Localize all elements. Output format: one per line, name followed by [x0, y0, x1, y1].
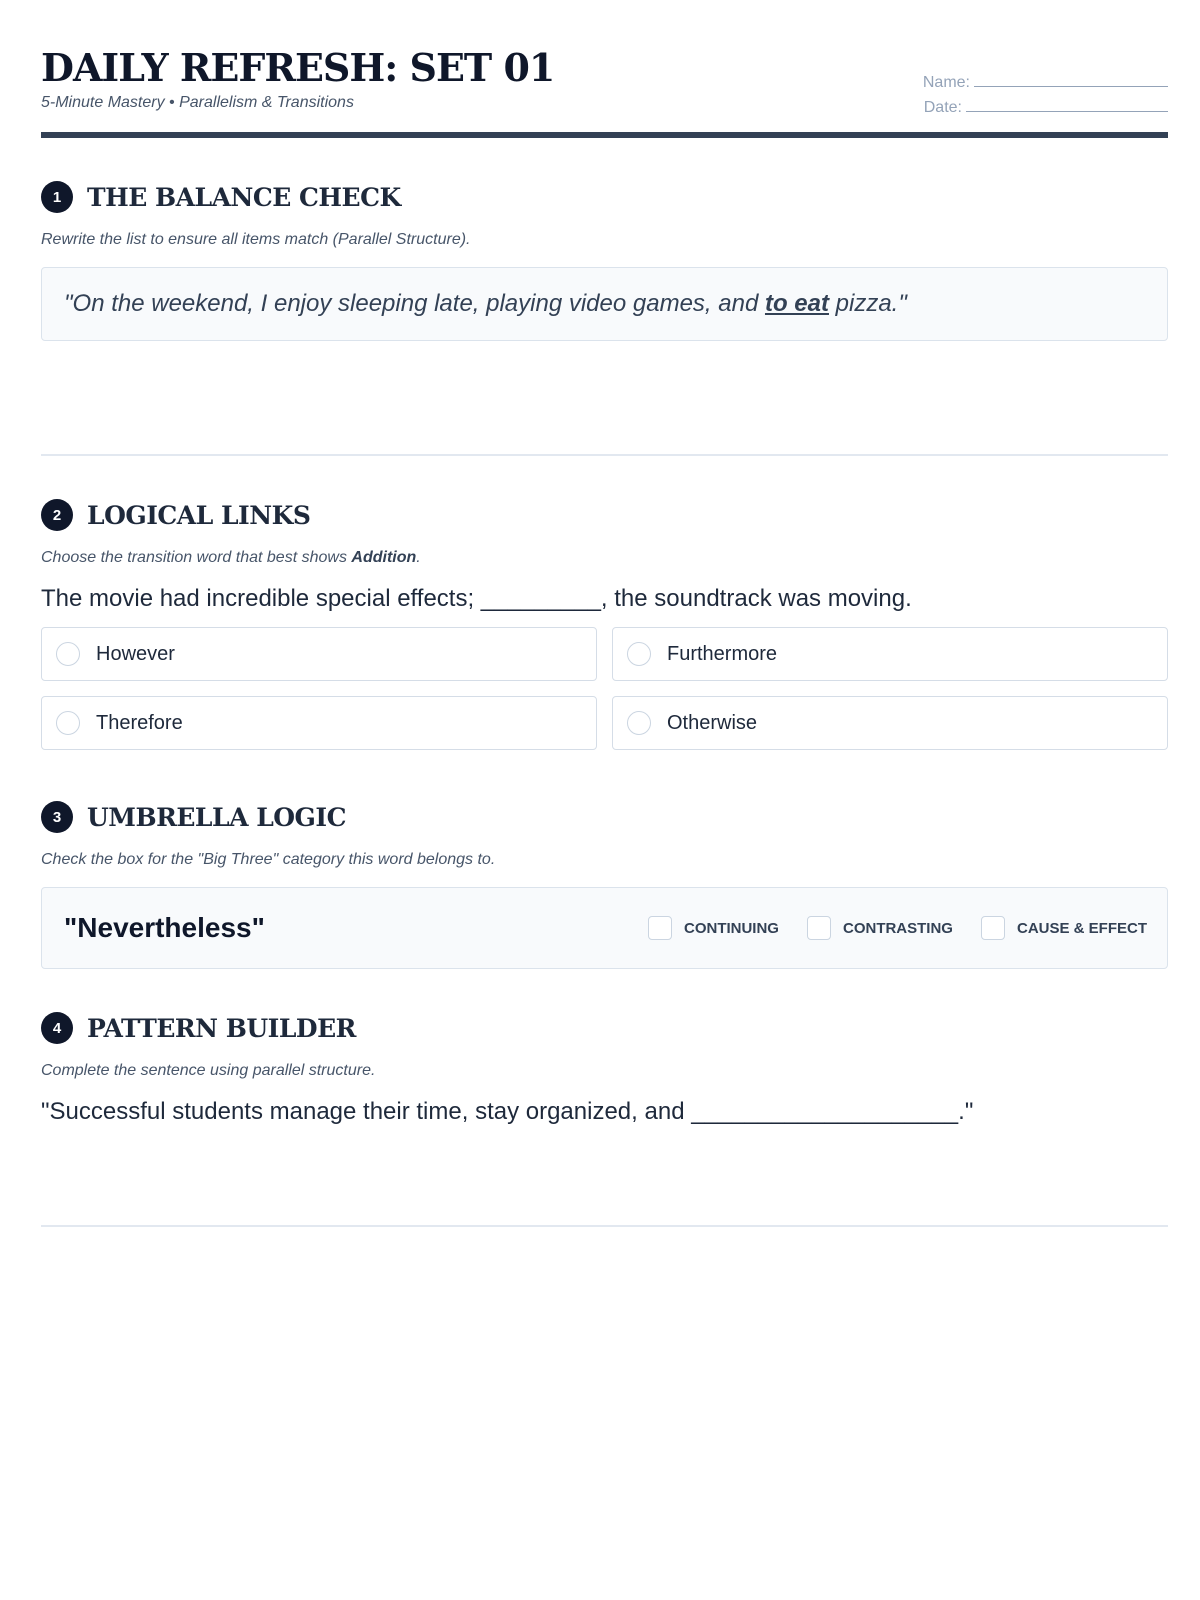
- instruction-end: .: [416, 549, 421, 566]
- checkbox-icon[interactable]: [981, 916, 1005, 940]
- section-instruction: Complete the sentence using parallel structure.: [41, 1062, 376, 1079]
- category-label: CAUSE & EFFECT: [1016, 919, 1147, 937]
- word-classification-box: [41, 887, 1168, 969]
- category-cause-effect[interactable]: [981, 916, 1147, 940]
- page-title: DAILY REFRESH: SET 01: [41, 45, 555, 90]
- radio-circle-icon[interactable]: [627, 711, 651, 735]
- checkbox-icon[interactable]: [807, 916, 831, 940]
- option-however[interactable]: [41, 627, 597, 681]
- date-field[interactable]: [966, 97, 1168, 112]
- quote-text-start: "On the weekend, I enjoy sleeping late, playing video games, and: [64, 290, 765, 317]
- section-instruction: [41, 549, 1168, 567]
- name-field[interactable]: [974, 72, 1168, 87]
- section-title: THE BALANCE CHECK: [87, 182, 401, 212]
- section-header: [41, 1010, 1168, 1046]
- section-number-badge: 3: [41, 801, 73, 833]
- quote-text-end: pizza.": [828, 290, 907, 317]
- checkbox-icon[interactable]: [648, 916, 672, 940]
- section-title: UMBRELLA LOGIC: [87, 802, 346, 832]
- fill-in-sentence: "Successful students manage their time, stay organized, and ____________________.": [41, 1098, 974, 1125]
- page-subtitle: 5-Minute Mastery • Parallelism & Transitions: [41, 94, 354, 111]
- section-instruction: Rewrite the list to ensure all items match (Parallel Structure).: [41, 231, 471, 248]
- category-contrasting[interactable]: [807, 916, 953, 940]
- radio-circle-icon[interactable]: [627, 642, 651, 666]
- student-info-fields: [923, 70, 1168, 120]
- instruction-emphasis: Addition: [351, 549, 417, 566]
- section-header: [41, 799, 1168, 835]
- option-label: Therefore: [96, 711, 183, 734]
- category-continuing[interactable]: [648, 916, 779, 940]
- date-label: Date:: [923, 99, 962, 116]
- radio-circle-icon[interactable]: [56, 711, 80, 735]
- answer-line[interactable]: [41, 454, 1168, 456]
- option-otherwise[interactable]: [612, 696, 1168, 750]
- category-checkboxes: [620, 916, 1147, 940]
- section-header: [41, 497, 1168, 533]
- quote-box: [41, 267, 1168, 341]
- date-field-row: [923, 95, 1168, 120]
- option-label: However: [96, 642, 175, 665]
- option-label: Furthermore: [667, 642, 778, 665]
- section-logical-links: [41, 497, 1168, 750]
- section-balance-check: [41, 179, 1168, 341]
- worksheet-header: [41, 44, 1168, 116]
- radio-circle-icon[interactable]: [56, 642, 80, 666]
- header-divider: [41, 132, 1168, 138]
- answer-options: [41, 627, 1168, 750]
- section-number-badge: 2: [41, 499, 73, 531]
- section-instruction: Check the box for the "Big Three" category this word belongs to.: [41, 851, 496, 868]
- category-label: CONTRASTING: [842, 919, 953, 937]
- option-therefore[interactable]: [41, 696, 597, 750]
- option-furthermore[interactable]: [612, 627, 1168, 681]
- name-label: Name:: [922, 74, 970, 91]
- section-number-badge: 1: [41, 181, 73, 213]
- section-number-badge: 4: [41, 1012, 73, 1044]
- option-label: Otherwise: [667, 711, 758, 734]
- target-word: "Nevertheless": [64, 912, 265, 943]
- answer-line[interactable]: [41, 1225, 1168, 1227]
- name-field-row: [923, 70, 1168, 95]
- section-umbrella-logic: [41, 799, 1168, 969]
- section-title: LOGICAL LINKS: [87, 500, 311, 530]
- fill-in-sentence: The movie had incredible special effects; _________, the soundtrack was moving.: [41, 585, 912, 612]
- quote-text: [64, 290, 907, 318]
- section-title: PATTERN BUILDER: [87, 1013, 356, 1043]
- quote-error-highlight: to eat: [764, 290, 829, 317]
- instruction-text: Choose the transition word that best shows: [41, 549, 352, 566]
- section-pattern-builder: [41, 1010, 1168, 1126]
- section-header: [41, 179, 1168, 215]
- category-label: CONTINUING: [683, 919, 779, 937]
